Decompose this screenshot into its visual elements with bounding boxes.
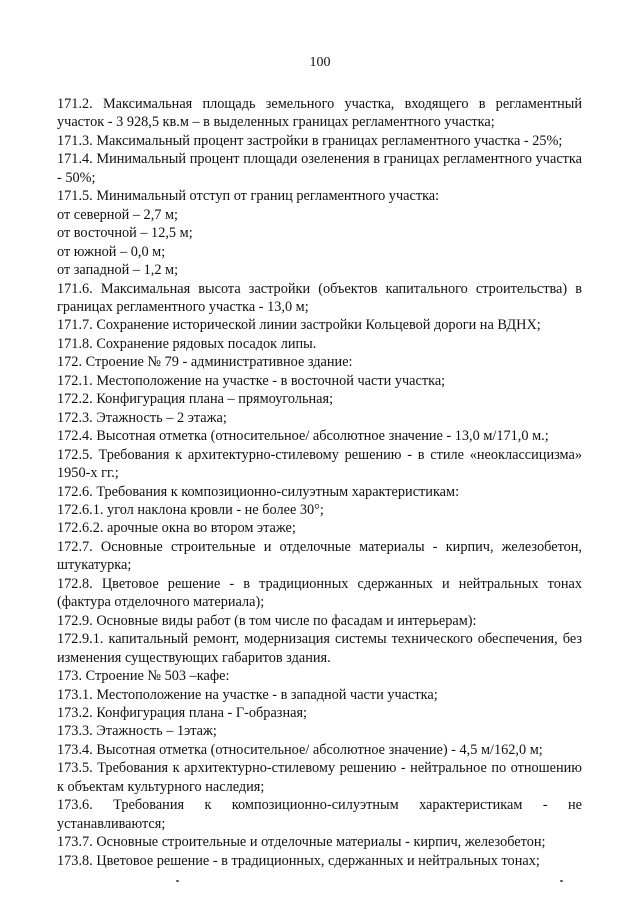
paragraph: от южной – 0,0 м; bbox=[57, 243, 166, 260]
paragraph: от восточной – 12,5 м; bbox=[57, 225, 193, 242]
paragraph: 172.6.2. арочные окна во втором этаже; bbox=[57, 520, 296, 537]
paragraph: 171.7. Сохранение исторической линии застройки Кольцевой дороги на ВДНХ; bbox=[57, 317, 541, 334]
document-body bbox=[57, 95, 582, 870]
paragraph: 173.5. Требования к архитектурно-стилевому решению - нейтральное по отношению к объектам культурного наследия; bbox=[57, 760, 582, 795]
paragraph: 171.4. Минимальный процент площади озеленения в границах регламентного участка - 50%; bbox=[57, 151, 582, 186]
paragraph: 171.5. Минимальный отступ от границ регламентного участка: bbox=[57, 188, 440, 205]
paragraph: 172.9. Основные виды работ (в том числе по фасадам и интерьерам): bbox=[57, 612, 477, 629]
paragraph: 172.3. Этажность – 2 этажа; bbox=[57, 409, 227, 426]
paragraph: 173.7. Основные строительные и отделочные материалы - кирпич, железобетон; bbox=[57, 834, 546, 851]
page-number: 100 bbox=[309, 55, 331, 70]
scan-mark bbox=[560, 880, 563, 882]
paragraph: 171.6. Максимальная высота застройки (объектов капитального строительства) в границах регламентного участка - 13,0 м; bbox=[57, 280, 582, 315]
paragraph: 172.5. Требования к архитектурно-стилевому решению - в стиле «неоклассицизма» 1950-х гг.; bbox=[57, 446, 582, 482]
paragraph: 172.2. Конфигурация плана – прямоугольная; bbox=[57, 391, 334, 408]
paragraph: 173.2. Конфигурация плана - Г-образная; bbox=[57, 704, 307, 721]
paragraph: 172.7. Основные строительные и отделочные материалы - кирпич, железобетон, штукатурка; bbox=[57, 538, 582, 574]
paragraph: от северной – 2,7 м; bbox=[57, 206, 179, 223]
paragraph: от западной – 1,2 м; bbox=[57, 262, 179, 279]
paragraph: 173.4. Высотная отметка (относительное/ абсолютное значение) - 4,5 м/162,0 м; bbox=[57, 741, 543, 758]
paragraph: 173.6. Требования к композиционно-силуэтным характеристикам - не устанавливаются; bbox=[57, 797, 582, 832]
paragraph: 172. Строение № 79 - административное здание: bbox=[57, 354, 353, 371]
paragraph: 173.3. Этажность – 1этаж; bbox=[57, 723, 217, 740]
paragraph: 172.1. Местоположение на участке - в восточной части участка; bbox=[57, 372, 446, 389]
paragraph: 172.6. Требования к композиционно-силуэтным характеристикам: bbox=[57, 483, 460, 500]
paragraph: 173. Строение № 503 –кафе: bbox=[57, 668, 230, 685]
paragraph: 171.3. Максимальный процент застройки в границах регламентного участка - 25%; bbox=[57, 132, 563, 149]
paragraph: 173.8. Цветовое решение - в традиционных, сдержанных и нейтральных тонах; bbox=[57, 852, 540, 869]
paragraph: 171.2. Максимальная площадь земельного участка, входящего в регламентный участок - 3 928,5 кв.м – в выделенных границах регламентного участка; bbox=[57, 96, 582, 131]
scan-mark bbox=[176, 880, 179, 882]
paragraph: 172.4. Высотная отметка (относительное/ абсолютное значение - 13,0 м/171,0 м.; bbox=[57, 428, 549, 445]
paragraph: 172.9.1. капитальный ремонт, модернизация системы технического обеспечения, без изменения существующих габаритов здания. bbox=[57, 631, 582, 666]
paragraph: 171.8. Сохранение рядовых посадок липы. bbox=[57, 335, 317, 352]
paragraph: 172.6.1. угол наклона кровли - не более 30°; bbox=[57, 501, 324, 518]
paragraph: 173.1. Местоположение на участке - в западной части участка; bbox=[57, 686, 438, 703]
paragraph: 172.8. Цветовое решение - в традиционных сдержанных и нейтральных тонах (фактура отделочного материала); bbox=[57, 575, 582, 611]
